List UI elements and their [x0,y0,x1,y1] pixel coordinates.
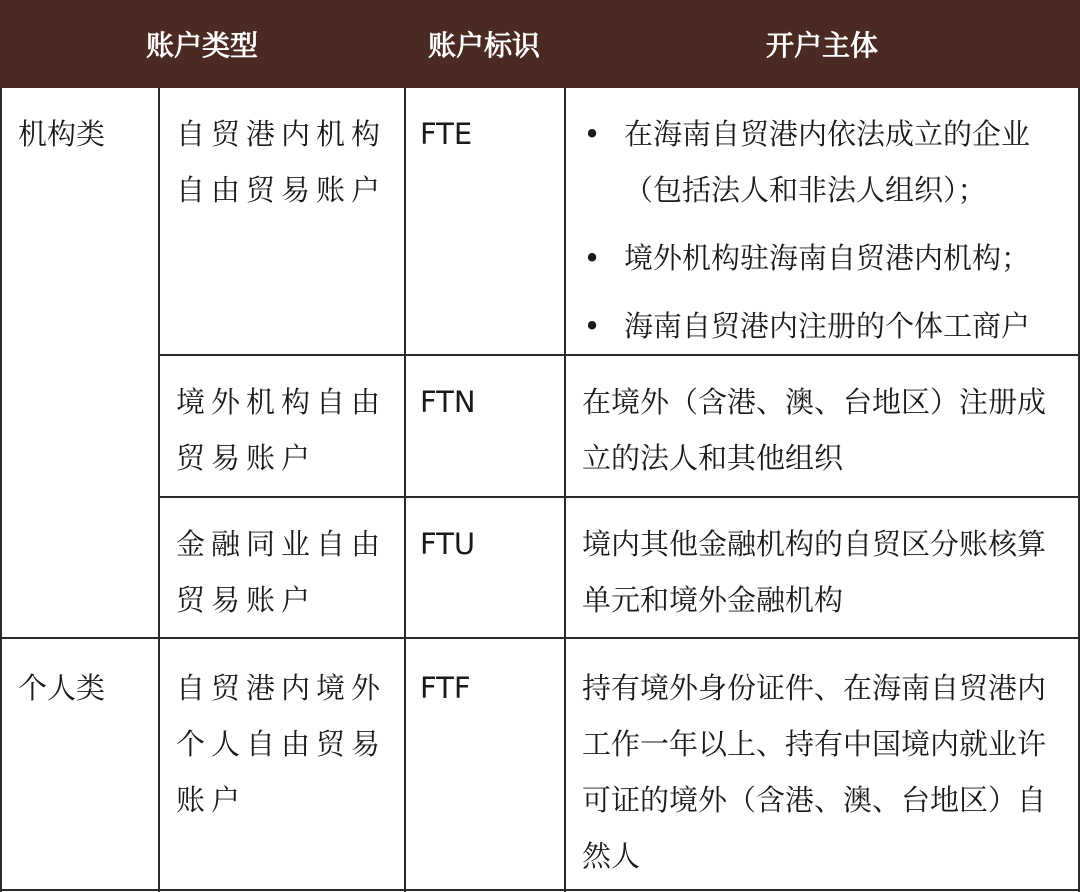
account-code-fte: FTE [420,117,473,151]
divider-code [564,88,566,892]
account-name-ftf: 自贸港内境外个人自由贸易账户 [176,671,387,817]
account-subject-ftn: 在境外（含港、澳、台地区）注册成立的法人和其他组织 [582,385,1047,475]
account-subject-fte [582,106,1066,366]
table-border-bottom [0,889,1080,891]
account-name-fte: 自贸港内机构自由贸易账户 [176,117,387,207]
account-name-ftn: 境外机构自由贸易账户 [176,385,387,475]
list-item-text: 海南自贸港内注册的个体工商户 [624,309,1031,343]
account-code-ftn: FTN [420,385,476,419]
bullet-icon: • [583,309,601,343]
account-code-ftu: FTU [420,527,476,561]
account-code-ftf: FTF [420,671,471,705]
list-item [582,230,1066,286]
table-border-left [0,88,2,892]
subject-bullet-list [582,106,1066,354]
header-account-type: 账户类型 [0,0,404,88]
category-individual: 个人类 [18,671,106,705]
list-item-text: 在海南自贸港内依法成立的企业（包括法人和非法人组织）； [624,117,1031,207]
header-account-id: 账户标识 [404,0,564,88]
row-divider-3 [0,637,1080,639]
account-subject-ftf: 持有境外身份证件、在海南自贸港内工作一年以上、持有中国境内就业许可证的境外（含港、澳、台地区）自然人 [582,671,1047,873]
list-item [582,106,1066,218]
category-institution: 机构类 [18,117,106,151]
account-subject-ftu: 境内其他金融机构的自贸区分账核算单元和境外金融机构 [582,527,1047,617]
header-account-subject: 开户主体 [564,0,1080,88]
bullet-icon: • [583,117,601,151]
divider-name [404,88,406,892]
account-name-ftu: 金融同业自由贸易账户 [176,527,387,617]
row-divider-2 [158,496,1080,498]
bullet-icon: • [583,241,601,275]
divider-category [158,88,160,892]
list-item-text: 境外机构驻海南自贸港内机构； [624,241,1031,275]
list-item [582,298,1066,354]
